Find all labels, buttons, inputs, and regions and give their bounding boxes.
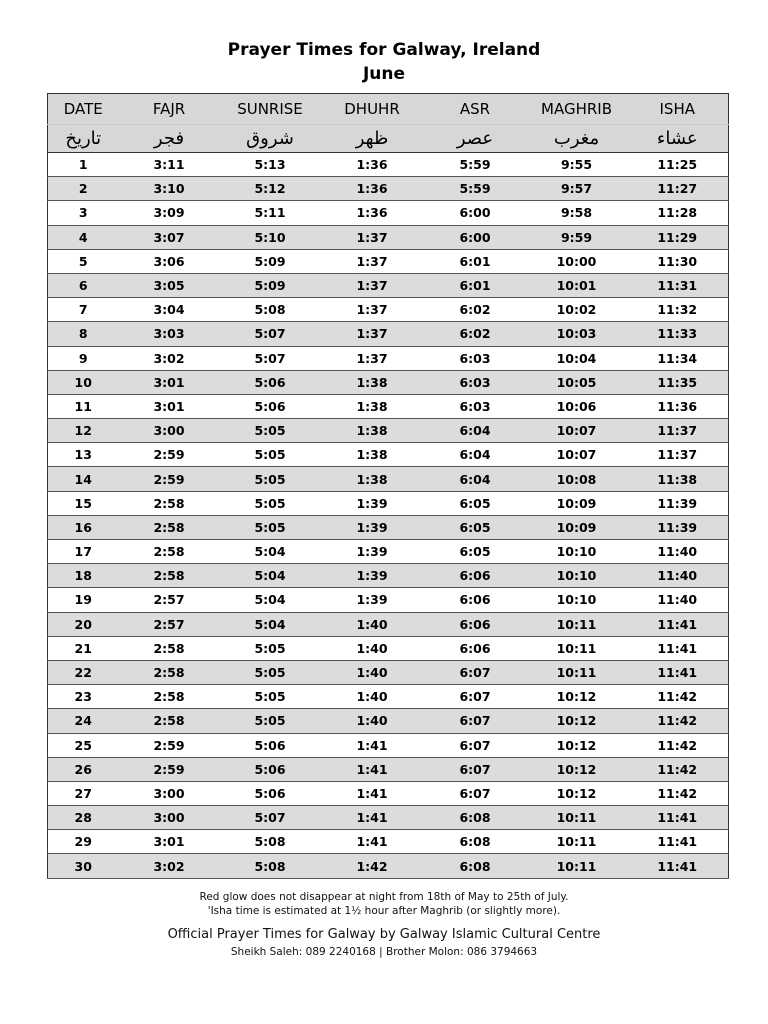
column-header-maghrib: MAGHRIB <box>527 94 627 125</box>
date-cell: 7 <box>48 298 119 322</box>
fajr-cell: 3:10 <box>119 177 220 201</box>
date-cell: 14 <box>48 467 119 491</box>
asr-cell: 6:06 <box>424 636 527 660</box>
table-row <box>48 419 729 443</box>
asr-cell: 6:05 <box>424 515 527 539</box>
column-header-maghrib-arabic: مغرب <box>527 125 627 153</box>
dhuhr-cell: 1:38 <box>321 370 424 394</box>
date-cell: 23 <box>48 685 119 709</box>
date-cell: 17 <box>48 540 119 564</box>
note-isha-estimate: 'Isha time is estimated at 1½ hour after Maghrib (or slightly more). <box>207 905 561 917</box>
maghrib-cell: 9:55 <box>527 153 627 177</box>
isha-cell: 11:41 <box>627 806 729 830</box>
isha-cell: 11:38 <box>627 467 729 491</box>
column-header-date: DATE <box>48 94 119 125</box>
dhuhr-cell: 1:41 <box>321 733 424 757</box>
sunrise-cell: 5:11 <box>220 201 321 225</box>
isha-cell: 11:42 <box>627 757 729 781</box>
table-row <box>48 515 729 539</box>
isha-cell: 11:41 <box>627 612 729 636</box>
sunrise-cell: 5:06 <box>220 781 321 805</box>
header-row-english <box>48 94 729 125</box>
date-cell: 29 <box>48 830 119 854</box>
date-cell: 2 <box>48 177 119 201</box>
column-header-sunrise: SUNRISE <box>220 94 321 125</box>
dhuhr-cell: 1:39 <box>321 491 424 515</box>
sunrise-cell: 5:07 <box>220 346 321 370</box>
table-row <box>48 636 729 660</box>
table-row <box>48 322 729 346</box>
date-cell: 1 <box>48 153 119 177</box>
table-row <box>48 443 729 467</box>
maghrib-cell: 10:10 <box>527 588 627 612</box>
sunrise-cell: 5:05 <box>220 467 321 491</box>
date-cell: 25 <box>48 733 119 757</box>
sunrise-cell: 5:05 <box>220 636 321 660</box>
dhuhr-cell: 1:39 <box>321 564 424 588</box>
maghrib-cell: 10:00 <box>527 249 627 273</box>
dhuhr-cell: 1:41 <box>321 781 424 805</box>
fajr-cell: 2:58 <box>119 564 220 588</box>
maghrib-cell: 10:11 <box>527 660 627 684</box>
fajr-cell: 2:58 <box>119 515 220 539</box>
table-row <box>48 394 729 418</box>
maghrib-cell: 10:01 <box>527 273 627 297</box>
fajr-cell: 3:09 <box>119 201 220 225</box>
table-row <box>48 854 729 878</box>
asr-cell: 6:05 <box>424 540 527 564</box>
maghrib-cell: 10:12 <box>527 757 627 781</box>
maghrib-cell: 10:04 <box>527 346 627 370</box>
fajr-cell: 2:58 <box>119 636 220 660</box>
dhuhr-cell: 1:38 <box>321 443 424 467</box>
asr-cell: 6:03 <box>424 394 527 418</box>
fajr-cell: 2:58 <box>119 660 220 684</box>
sunrise-cell: 5:09 <box>220 249 321 273</box>
sunrise-cell: 5:05 <box>220 515 321 539</box>
table-row <box>48 467 729 491</box>
dhuhr-cell: 1:36 <box>321 177 424 201</box>
table-row <box>48 491 729 515</box>
fajr-cell: 2:59 <box>119 467 220 491</box>
maghrib-cell: 10:12 <box>527 685 627 709</box>
table-row <box>48 225 729 249</box>
isha-cell: 11:30 <box>627 249 729 273</box>
asr-cell: 6:06 <box>424 564 527 588</box>
isha-cell: 11:37 <box>627 419 729 443</box>
column-header-isha: ISHA <box>627 94 729 125</box>
asr-cell: 5:59 <box>424 177 527 201</box>
dhuhr-cell: 1:36 <box>321 153 424 177</box>
fajr-cell: 2:58 <box>119 540 220 564</box>
isha-cell: 11:32 <box>627 298 729 322</box>
month-title: June <box>362 64 406 84</box>
asr-cell: 6:00 <box>424 225 527 249</box>
table-row <box>48 540 729 564</box>
table-row <box>48 564 729 588</box>
dhuhr-cell: 1:37 <box>321 249 424 273</box>
date-cell: 5 <box>48 249 119 273</box>
fajr-cell: 3:00 <box>119 806 220 830</box>
asr-cell: 6:08 <box>424 854 527 878</box>
sunrise-cell: 5:07 <box>220 322 321 346</box>
date-cell: 10 <box>48 370 119 394</box>
fajr-cell: 3:00 <box>119 781 220 805</box>
sunrise-cell: 5:07 <box>220 806 321 830</box>
sunrise-cell: 5:06 <box>220 394 321 418</box>
dhuhr-cell: 1:40 <box>321 709 424 733</box>
maghrib-cell: 10:11 <box>527 830 627 854</box>
note-red-glow: Red glow does not disappear at night from 18th of May to 25th of July. <box>199 891 569 903</box>
date-cell: 13 <box>48 443 119 467</box>
table-row <box>48 781 729 805</box>
table-row <box>48 685 729 709</box>
table-row <box>48 370 729 394</box>
isha-cell: 11:41 <box>627 854 729 878</box>
maghrib-cell: 10:11 <box>527 806 627 830</box>
fajr-cell: 2:58 <box>119 685 220 709</box>
fajr-cell: 2:59 <box>119 733 220 757</box>
asr-cell: 6:03 <box>424 346 527 370</box>
fajr-cell: 3:01 <box>119 830 220 854</box>
table-row <box>48 757 729 781</box>
table-row <box>48 733 729 757</box>
sunrise-cell: 5:04 <box>220 612 321 636</box>
column-header-date-arabic: تاريخ <box>48 125 119 153</box>
fajr-cell: 2:57 <box>119 588 220 612</box>
sunrise-cell: 5:08 <box>220 298 321 322</box>
asr-cell: 6:08 <box>424 830 527 854</box>
isha-cell: 11:36 <box>627 394 729 418</box>
dhuhr-cell: 1:37 <box>321 322 424 346</box>
maghrib-cell: 10:11 <box>527 636 627 660</box>
asr-cell: 6:02 <box>424 298 527 322</box>
maghrib-cell: 10:08 <box>527 467 627 491</box>
asr-cell: 6:02 <box>424 322 527 346</box>
dhuhr-cell: 1:41 <box>321 830 424 854</box>
fajr-cell: 3:01 <box>119 394 220 418</box>
maghrib-cell: 10:09 <box>527 515 627 539</box>
isha-cell: 11:39 <box>627 515 729 539</box>
asr-cell: 6:07 <box>424 757 527 781</box>
sunrise-cell: 5:08 <box>220 854 321 878</box>
isha-cell: 11:41 <box>627 660 729 684</box>
sunrise-cell: 5:05 <box>220 660 321 684</box>
asr-cell: 6:04 <box>424 443 527 467</box>
maghrib-cell: 10:12 <box>527 781 627 805</box>
isha-cell: 11:40 <box>627 588 729 612</box>
date-cell: 18 <box>48 564 119 588</box>
contact-info: Sheikh Saleh: 089 2240168 | Brother Molon: 086 3794663 <box>230 946 538 958</box>
date-cell: 19 <box>48 588 119 612</box>
date-cell: 30 <box>48 854 119 878</box>
asr-cell: 6:01 <box>424 249 527 273</box>
isha-cell: 11:42 <box>627 685 729 709</box>
date-cell: 15 <box>48 491 119 515</box>
maghrib-cell: 10:06 <box>527 394 627 418</box>
column-header-dhuhr: DHUHR <box>321 94 424 125</box>
asr-cell: 6:05 <box>424 491 527 515</box>
isha-cell: 11:29 <box>627 225 729 249</box>
table-row <box>48 830 729 854</box>
table-row <box>48 709 729 733</box>
header-row-arabic <box>48 125 729 153</box>
sunrise-cell: 5:09 <box>220 273 321 297</box>
isha-cell: 11:39 <box>627 491 729 515</box>
isha-cell: 11:28 <box>627 201 729 225</box>
asr-cell: 6:01 <box>424 273 527 297</box>
column-header-asr-arabic: عصر <box>424 125 527 153</box>
date-cell: 3 <box>48 201 119 225</box>
isha-cell: 11:41 <box>627 636 729 660</box>
dhuhr-cell: 1:38 <box>321 467 424 491</box>
isha-cell: 11:25 <box>627 153 729 177</box>
fajr-cell: 2:57 <box>119 612 220 636</box>
asr-cell: 6:07 <box>424 660 527 684</box>
table-row <box>48 249 729 273</box>
isha-cell: 11:33 <box>627 322 729 346</box>
isha-cell: 11:37 <box>627 443 729 467</box>
table-row <box>48 588 729 612</box>
dhuhr-cell: 1:40 <box>321 660 424 684</box>
asr-cell: 6:07 <box>424 709 527 733</box>
fajr-cell: 2:58 <box>119 491 220 515</box>
official-source: Official Prayer Times for Galway by Galway Islamic Cultural Centre <box>167 927 601 942</box>
asr-cell: 6:07 <box>424 733 527 757</box>
maghrib-cell: 10:02 <box>527 298 627 322</box>
maghrib-cell: 10:05 <box>527 370 627 394</box>
dhuhr-cell: 1:42 <box>321 854 424 878</box>
prayer-times-table <box>47 93 729 879</box>
column-header-fajr: FAJR <box>119 94 220 125</box>
dhuhr-cell: 1:38 <box>321 419 424 443</box>
asr-cell: 6:07 <box>424 685 527 709</box>
table-row <box>48 346 729 370</box>
fajr-cell: 3:06 <box>119 249 220 273</box>
fajr-cell: 3:11 <box>119 153 220 177</box>
isha-cell: 11:40 <box>627 540 729 564</box>
table-row <box>48 273 729 297</box>
table-row <box>48 177 729 201</box>
date-cell: 8 <box>48 322 119 346</box>
maghrib-cell: 10:07 <box>527 419 627 443</box>
dhuhr-cell: 1:37 <box>321 225 424 249</box>
dhuhr-cell: 1:36 <box>321 201 424 225</box>
maghrib-cell: 10:09 <box>527 491 627 515</box>
sunrise-cell: 5:05 <box>220 491 321 515</box>
dhuhr-cell: 1:40 <box>321 612 424 636</box>
fajr-cell: 2:59 <box>119 757 220 781</box>
maghrib-cell: 10:11 <box>527 612 627 636</box>
asr-cell: 6:03 <box>424 370 527 394</box>
date-cell: 9 <box>48 346 119 370</box>
date-cell: 6 <box>48 273 119 297</box>
sunrise-cell: 5:06 <box>220 370 321 394</box>
sunrise-cell: 5:12 <box>220 177 321 201</box>
asr-cell: 6:00 <box>424 201 527 225</box>
dhuhr-cell: 1:39 <box>321 588 424 612</box>
sunrise-cell: 5:05 <box>220 419 321 443</box>
date-cell: 12 <box>48 419 119 443</box>
sunrise-cell: 5:04 <box>220 588 321 612</box>
asr-cell: 6:06 <box>424 612 527 636</box>
column-header-fajr-arabic: فجر <box>119 125 220 153</box>
dhuhr-cell: 1:37 <box>321 273 424 297</box>
fajr-cell: 3:00 <box>119 419 220 443</box>
maghrib-cell: 9:57 <box>527 177 627 201</box>
isha-cell: 11:27 <box>627 177 729 201</box>
sunrise-cell: 5:10 <box>220 225 321 249</box>
table-row <box>48 806 729 830</box>
sunrise-cell: 5:13 <box>220 153 321 177</box>
sunrise-cell: 5:04 <box>220 540 321 564</box>
sunrise-cell: 5:06 <box>220 757 321 781</box>
sunrise-cell: 5:06 <box>220 733 321 757</box>
asr-cell: 6:04 <box>424 419 527 443</box>
fajr-cell: 3:05 <box>119 273 220 297</box>
isha-cell: 11:42 <box>627 781 729 805</box>
date-cell: 28 <box>48 806 119 830</box>
table-row <box>48 612 729 636</box>
dhuhr-cell: 1:39 <box>321 515 424 539</box>
table-row <box>48 201 729 225</box>
column-header-asr: ASR <box>424 94 527 125</box>
date-cell: 21 <box>48 636 119 660</box>
page-title: Prayer Times for Galway, Ireland <box>227 40 541 60</box>
fajr-cell: 3:02 <box>119 346 220 370</box>
date-cell: 26 <box>48 757 119 781</box>
sunrise-cell: 5:05 <box>220 709 321 733</box>
asr-cell: 5:59 <box>424 153 527 177</box>
date-cell: 16 <box>48 515 119 539</box>
sunrise-cell: 5:05 <box>220 685 321 709</box>
maghrib-cell: 10:12 <box>527 733 627 757</box>
isha-cell: 11:41 <box>627 830 729 854</box>
isha-cell: 11:35 <box>627 370 729 394</box>
maghrib-cell: 10:03 <box>527 322 627 346</box>
dhuhr-cell: 1:37 <box>321 346 424 370</box>
table-row <box>48 660 729 684</box>
isha-cell: 11:40 <box>627 564 729 588</box>
maghrib-cell: 10:07 <box>527 443 627 467</box>
maghrib-cell: 10:11 <box>527 854 627 878</box>
date-cell: 27 <box>48 781 119 805</box>
asr-cell: 6:04 <box>424 467 527 491</box>
fajr-cell: 2:59 <box>119 443 220 467</box>
dhuhr-cell: 1:37 <box>321 298 424 322</box>
dhuhr-cell: 1:41 <box>321 806 424 830</box>
fajr-cell: 3:03 <box>119 322 220 346</box>
dhuhr-cell: 1:40 <box>321 685 424 709</box>
column-header-dhuhr-arabic: ظهر <box>321 125 424 153</box>
table-row <box>48 153 729 177</box>
fajr-cell: 3:01 <box>119 370 220 394</box>
sunrise-cell: 5:08 <box>220 830 321 854</box>
fajr-cell: 3:07 <box>119 225 220 249</box>
date-cell: 24 <box>48 709 119 733</box>
column-header-isha-arabic: عشاء <box>627 125 729 153</box>
date-cell: 22 <box>48 660 119 684</box>
sunrise-cell: 5:05 <box>220 443 321 467</box>
maghrib-cell: 10:10 <box>527 540 627 564</box>
fajr-cell: 2:58 <box>119 709 220 733</box>
maghrib-cell: 10:12 <box>527 709 627 733</box>
date-cell: 11 <box>48 394 119 418</box>
sunrise-cell: 5:04 <box>220 564 321 588</box>
dhuhr-cell: 1:41 <box>321 757 424 781</box>
fajr-cell: 3:02 <box>119 854 220 878</box>
maghrib-cell: 9:59 <box>527 225 627 249</box>
table-row <box>48 298 729 322</box>
isha-cell: 11:42 <box>627 709 729 733</box>
asr-cell: 6:06 <box>424 588 527 612</box>
table-body <box>48 153 729 879</box>
maghrib-cell: 10:10 <box>527 564 627 588</box>
isha-cell: 11:31 <box>627 273 729 297</box>
dhuhr-cell: 1:40 <box>321 636 424 660</box>
date-cell: 4 <box>48 225 119 249</box>
isha-cell: 11:34 <box>627 346 729 370</box>
dhuhr-cell: 1:38 <box>321 394 424 418</box>
isha-cell: 11:42 <box>627 733 729 757</box>
column-header-sunrise-arabic: شروق <box>220 125 321 153</box>
dhuhr-cell: 1:39 <box>321 540 424 564</box>
date-cell: 20 <box>48 612 119 636</box>
fajr-cell: 3:04 <box>119 298 220 322</box>
asr-cell: 6:07 <box>424 781 527 805</box>
asr-cell: 6:08 <box>424 806 527 830</box>
maghrib-cell: 9:58 <box>527 201 627 225</box>
